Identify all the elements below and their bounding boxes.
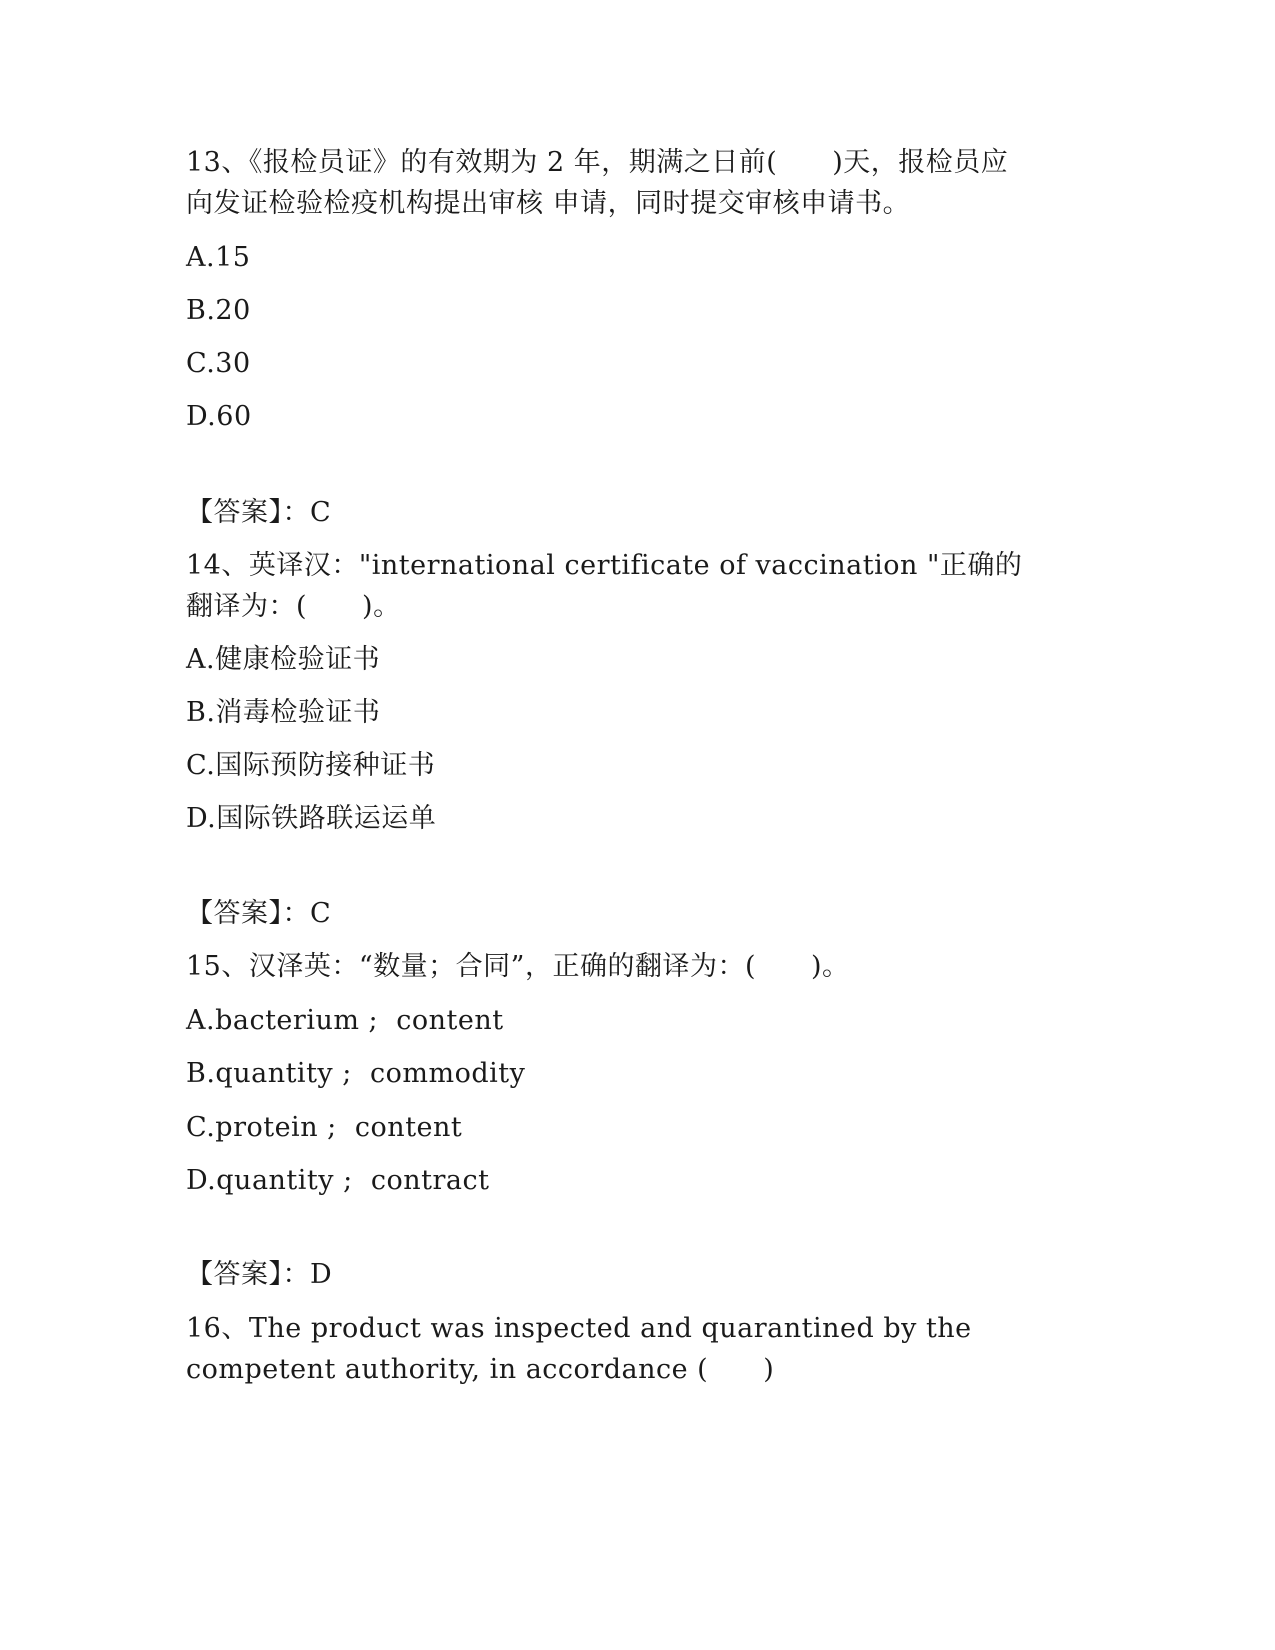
question-15-stem-line-1: 15、汉泽英：“数量；合同”，正确的翻译为：( )。	[186, 951, 850, 982]
question-14-stem-line-2: 翻译为：( )。	[186, 591, 401, 622]
question-14-answer: 【答案】：C	[186, 898, 332, 929]
question-15-answer: 【答案】：D	[186, 1259, 333, 1290]
question-13-stem-line-2: 向发证检验检疫机构提出审核 申请，同时提交审核申请书。	[186, 188, 911, 219]
question-15-option-c: C.protein ; content	[186, 1112, 463, 1143]
question-13-option-d: D.60	[186, 401, 252, 432]
question-13-option-b: B.20	[186, 295, 251, 326]
question-14-option-a: A.健康检验证书	[186, 644, 381, 675]
question-14-stem-line-1: 14、英译汉："international certificate of vaccination "正确的	[186, 550, 1023, 581]
question-15-option-d: D.quantity ; contract	[186, 1165, 490, 1196]
question-13-option-c: C.30	[186, 348, 251, 379]
question-13-answer: 【答案】：C	[186, 497, 332, 528]
question-13-option-a: A.15	[186, 242, 251, 273]
question-16-stem-line-2: competent authority, in accordance ( )	[186, 1354, 775, 1385]
question-16-stem-line-1: 16、The product was inspected and quarantined by the	[186, 1313, 972, 1344]
question-14-option-d: D.国际铁路联运运单	[186, 803, 437, 834]
question-15-option-a: A.bacterium ; content	[186, 1005, 504, 1036]
question-13-stem-line-1: 13、《报检员证》的有效期为 2 年，期满之日前( )天，报检员应	[186, 147, 1009, 178]
question-14-option-c: C.国际预防接种证书	[186, 750, 436, 781]
question-15-option-b: B.quantity ; commodity	[186, 1058, 526, 1089]
question-14-option-b: B.消毒检验证书	[186, 697, 381, 728]
